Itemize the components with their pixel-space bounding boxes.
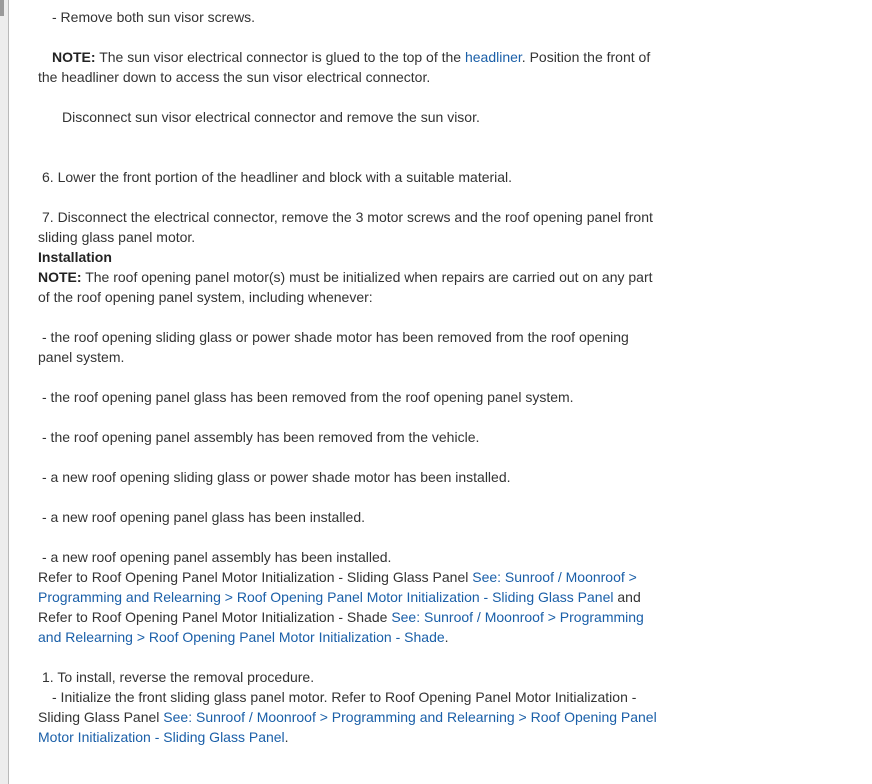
note-headliner (38, 47, 666, 87)
note-label: NOTE: (52, 49, 96, 65)
condition-item (38, 387, 666, 407)
note-text-b: . Position the front of the headliner down to access the sun visor electrical connector. (38, 49, 651, 85)
refer-text-1: Refer to Roof Opening Panel Motor Initialization - Sliding Glass Panel (38, 569, 473, 585)
step-disconnect-visor: Disconnect sun visor electrical connector and remove the sun visor. (62, 109, 480, 125)
refer-paragraph (38, 567, 666, 647)
scroll-thumb[interactable] (0, 0, 4, 16)
installation-heading (38, 247, 666, 267)
document-content (38, 7, 666, 747)
step-6: 6. Lower the front portion of the headliner and block with a suitable material. (42, 169, 513, 185)
note-initialization (38, 267, 666, 307)
installation-heading-text: Installation (38, 249, 112, 265)
install-substep-end: . (284, 729, 289, 745)
step-remove-screws: - Remove both sun visor screws. (52, 9, 256, 25)
note2-label: NOTE: (38, 269, 82, 285)
step-7 (38, 207, 666, 247)
install-step-1: 1. To install, reverse the removal procedure. (42, 669, 315, 685)
refer-end: . (444, 629, 449, 645)
note-text-a: The sun visor electrical connector is glued to the top of the (95, 49, 465, 65)
step-7-text: 7. Disconnect the electrical connector, remove the 3 motor screws and the roof opening panel front sliding glass panel motor. (38, 209, 653, 245)
headliner-link[interactable]: headliner (464, 49, 522, 65)
install-substep-text: - Initialize the front sliding glass panel motor. Refer to Roof Opening Panel Motor Initialization - Sliding Glass Panel (38, 689, 637, 725)
condition-text: - a new roof opening panel assembly has been installed. (42, 549, 392, 565)
shade-init-link[interactable]: See: Sunroof / Moonroof > Programming and Relearning > Roof Opening Panel Motor Initialization - Shade (38, 609, 644, 645)
refer-and: and Refer to Roof Opening Panel Motor Initialization - Shade (38, 589, 641, 625)
left-scrollbar[interactable] (0, 0, 9, 784)
note2-text: The roof opening panel motor(s) must be initialized when repairs are carried out on any part of the roof opening panel system, including whenever: (38, 269, 653, 305)
condition-text: - the roof opening panel assembly has been removed from the vehicle. (42, 429, 480, 445)
install-sliding-glass-link[interactable]: See: Sunroof / Moonroof > Programming and Relearning > Roof Opening Panel Motor Initialization - Sliding Glass Panel (38, 709, 657, 745)
condition-item (38, 327, 666, 367)
condition-text: - the roof opening panel glass has been removed from the roof opening panel system. (42, 389, 574, 405)
condition-item (38, 547, 666, 567)
condition-text: - the roof opening sliding glass or power shade motor has been removed from the roof opening panel system. (38, 329, 629, 365)
condition-item (38, 507, 666, 527)
condition-text: - a new roof opening sliding glass or power shade motor has been installed. (42, 469, 511, 485)
condition-text: - a new roof opening panel glass has been installed. (42, 509, 365, 525)
sliding-glass-init-link[interactable]: See: Sunroof / Moonroof > Programming and Relearning > Roof Opening Panel Motor Initialization - Sliding Glass Panel (38, 569, 637, 605)
install-substep (38, 687, 666, 747)
condition-item (38, 467, 666, 487)
condition-item (38, 427, 666, 447)
